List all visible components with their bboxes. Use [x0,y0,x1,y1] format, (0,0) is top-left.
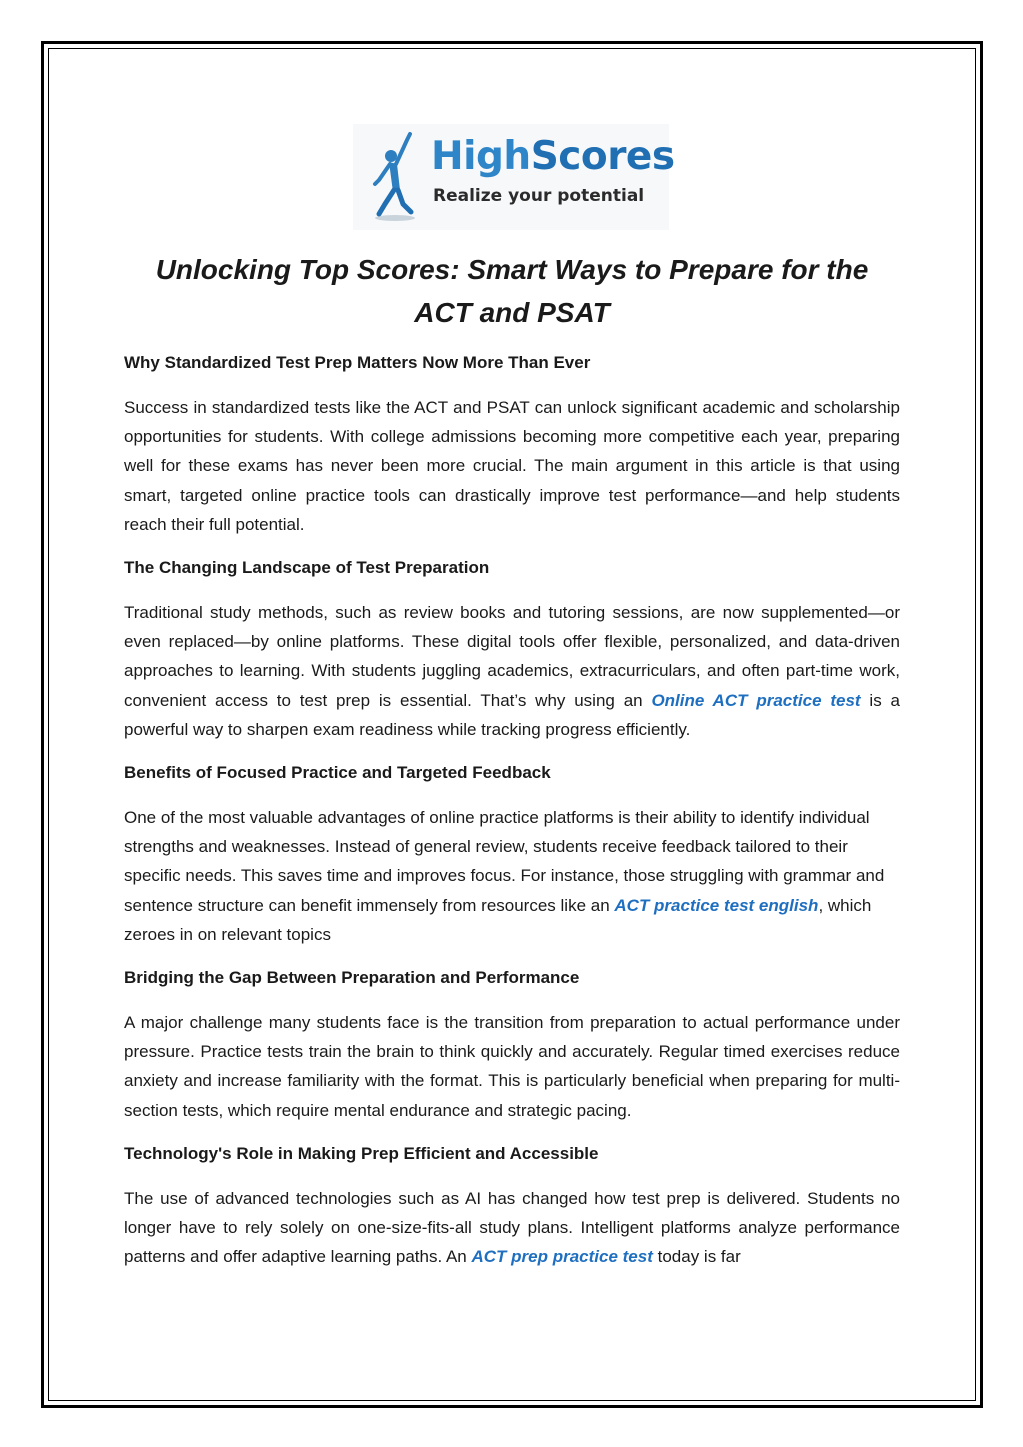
section-heading-why-prep: Why Standardized Test Prep Matters Now More Than Ever [124,353,591,372]
section-heading-landscape: The Changing Landscape of Test Preparation [124,558,490,578]
section-heading-benefits: Benefits of Focused Practice and Targeted Feedback [124,763,551,783]
act-practice-test-english-link[interactable]: ACT practice test english [614,895,819,915]
paragraph-text: One of the most valuable advantages of online practice platforms is their ability to identify individual strengths and weaknesses. Instead of general review, students receive feedback tailored to their specific needs. This saves time and improves focus. For instance, those struggling with grammar and sentence structure can benefit immensely from resources like an [124,808,885,915]
paragraph-text: today is far [652,1247,741,1267]
section-heading-technology: Technology's Role in Making Prep Efficient and Accessible [124,1143,599,1163]
paragraph-text: , which zeroes in on relevant topics [124,895,872,944]
paragraph-text: is a powerful way to sharpen exam readiness while tracking progress efficiently. [124,690,900,739]
logo-brand-part2: Scores [530,134,675,179]
section-paragraph-technology [124,1184,900,1272]
article-title: Unlocking Top Scores: Smart Ways to Prepare for the ACT and PSAT [155,254,869,328]
paragraph-text: The use of advanced technologies such as AI has changed how test prep is delivered. Students no longer have to rely solely on one-size-fits-all study plans. Intelligent platforms analyze performance patterns and offer adaptive learning paths. An [124,1188,900,1267]
jumping-person-icon [367,130,425,224]
highscores-logo [353,124,675,230]
section-paragraph-why-prep: Success in standardized tests like the ACT and PSAT can unlock significant academic and scholarship opportunities for students. With college admissions becoming more competitive each year, preparing well for these exams has never been more crucial. The main argument in this article is that using smart, targeted online practice tools can drastically improve test performance—and help students reach their full potential. [124,398,900,534]
logo-brand-part1: High [431,134,531,179]
paragraph-text: Traditional study methods, such as review books and tutoring sessions, are now supplemented—or even replaced—by online platforms. These digital tools offer flexible, personalized, and data-driven approaches to learning. With students juggling academics, extracurriculars, and often part-time work, convenient access to test prep is essential. That’s why using an [124,603,900,710]
logo-tagline: Realize your potential [433,186,645,206]
section-heading-bridging: Bridging the Gap Between Preparation and Performance [124,968,580,988]
section-paragraph-benefits [124,803,900,949]
section-paragraph-landscape [124,598,900,744]
act-prep-practice-test-link[interactable]: ACT prep practice test [471,1247,653,1267]
online-act-practice-test-link[interactable]: Online ACT practice test [651,690,861,710]
logo-brand-name [431,134,675,179]
article-body [124,348,900,1271]
section-paragraph-bridging: A major challenge many students face is the transition from preparation to actual performance under pressure. Practice tests train the brain to think quickly and accurately. Regular timed exercises reduce anxiety and increase familiarity with the format. This is particularly beneficial when preparing for multi-section tests, which require mental endurance and strategic pacing. [124,1013,900,1120]
